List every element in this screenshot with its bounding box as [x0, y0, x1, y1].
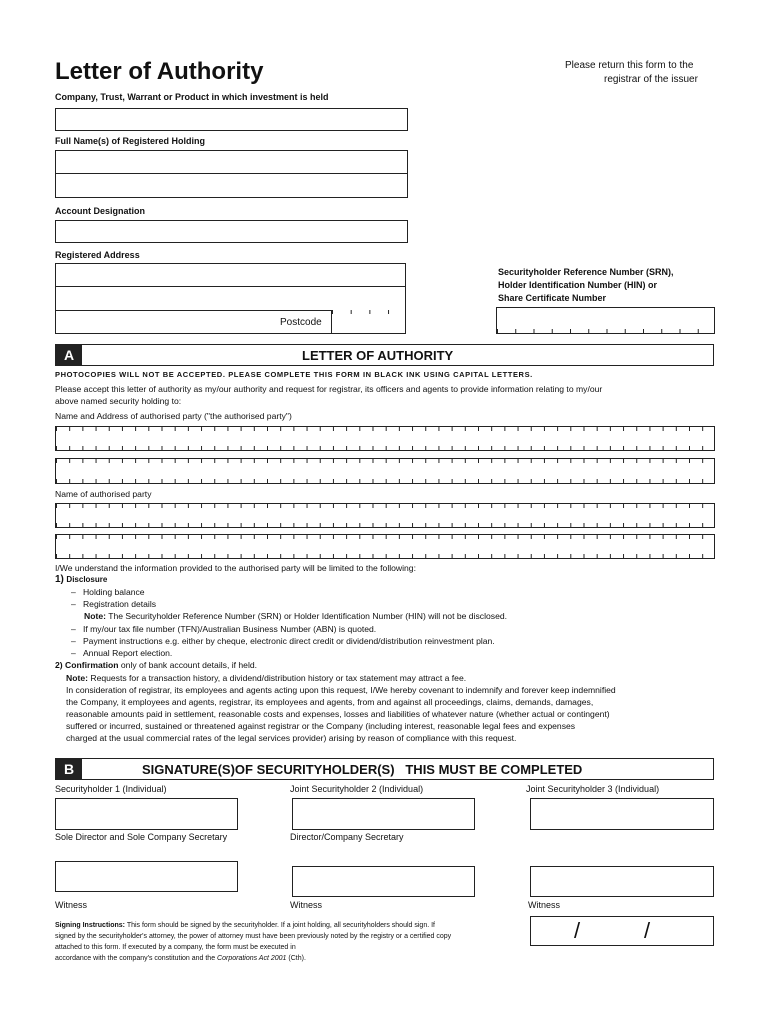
witness-label-2: Witness — [290, 900, 323, 910]
signature-box-2[interactable] — [292, 798, 475, 830]
confirmation-heading: 2) Confirmation only of bank account details, if held. — [55, 660, 258, 670]
witness-label-3: Witness — [528, 900, 561, 910]
postcode-field[interactable] — [331, 310, 406, 334]
address-field-2[interactable] — [55, 286, 406, 311]
list-item: – Annual Report election. — [71, 648, 173, 658]
registered-address-label: Registered Address — [55, 250, 140, 260]
signatory-3-label: Joint Securityholder 3 (Individual) — [526, 784, 660, 794]
section-b-header — [55, 758, 714, 780]
party-address-field-1[interactable] — [55, 426, 715, 451]
company-label: Company, Trust, Warrant or Product in which investment is held — [55, 92, 329, 102]
note-disclosure: Note: The Securityholder Reference Number (SRN) or Holder Identification Number (HIN) will not be disclosed. — [84, 611, 508, 621]
indemnity-line: the Company, it employees and agents, registrar, its employees and agents, from and against all proceedings, claims, demands, damages, — [66, 697, 594, 707]
section-a-letter: A — [56, 345, 82, 365]
role-1-label: Sole Director and Sole Company Secretary — [55, 832, 228, 842]
list-item: – Payment instructions e.g. either by cheque, electronic direct credit or dividend/distribution reinvestment plan. — [71, 636, 495, 646]
signature-box-5[interactable] — [292, 866, 475, 897]
signature-box-6[interactable] — [530, 866, 714, 897]
company-field[interactable] — [55, 108, 408, 131]
witness-label-1: Witness — [55, 900, 88, 910]
return-instruction-line1: Please return this form to the — [565, 60, 694, 71]
section-a-title: LETTER OF AUTHORITY — [302, 348, 454, 363]
note-confirmation: Note: Requests for a transaction history, a dividend/distribution history or tax statement may attract a fee. — [66, 673, 467, 683]
account-designation-label: Account Designation — [55, 206, 146, 216]
full-name-label: Full Name(s) of Registered Holding — [55, 136, 206, 146]
section-a-header — [55, 344, 714, 366]
list-item: – Holding balance — [71, 587, 145, 597]
srn-label-line1: Securityholder Reference Number (SRN), — [498, 267, 674, 277]
account-designation-field[interactable] — [55, 220, 408, 243]
signature-box-3[interactable] — [530, 798, 714, 830]
authority-intro-line1: Please accept this letter of authority as my/our authority and request for registrar, its officers and agents to provide information relating to my/our — [55, 384, 603, 394]
section-b-letter: B — [56, 759, 82, 779]
party-name-label: Name of authorised party — [55, 489, 152, 499]
role-2-label: Director/Company Secretary — [290, 832, 404, 842]
indemnity-line: suffered or incurred, sustained or threatened against registrar or the Company (including interest, reasonable legal fees and expenses — [66, 721, 576, 731]
party-name-field-2[interactable] — [55, 534, 715, 559]
indemnity-line: charged at the usual commercial rates of the legal services provider) arising by reason of compliance with this request. — [66, 733, 517, 743]
photocopy-notice: PHOTOCOPIES WILL NOT BE ACCEPTED. PLEASE COMPLETE THIS FORM IN BLACK INK USING CAPITAL LETTERS. — [55, 370, 533, 379]
party-name-field-1[interactable] — [55, 503, 715, 528]
date-slash-1: / — [574, 918, 581, 943]
srn-label-line3: Share Certificate Number — [498, 293, 607, 303]
srn-field[interactable] — [496, 307, 715, 334]
full-name-field-2[interactable] — [55, 173, 408, 198]
list-item: – Registration details — [71, 599, 157, 609]
date-slash-2: / — [644, 918, 651, 943]
disclosure-title: Disclosure — [66, 575, 108, 584]
signing-instructions: Signing Instructions: This form should be signed by the securityholder. If a joint holding, all securityholders should sign. If signed by the securityholder's attorney, the power of attorney must have been previously noted by the registry or a certified copy attached to this form. If executed by a company, the form must be executed in accordance with the company's constitution and the Corporations Act 2001 (Cth). — [55, 922, 452, 962]
signatory-2-label: Joint Securityholder 2 (Individual) — [290, 784, 424, 794]
postcode-label: Postcode — [280, 317, 322, 328]
party-address-field-2[interactable] — [55, 458, 715, 484]
full-name-field-1[interactable] — [55, 150, 408, 174]
date-field[interactable] — [530, 916, 714, 946]
indemnity-line: reasonable amounts paid in settlement, reasonable costs and expenses, losses and liabilities of whatever nature (whether actual or contingent) — [66, 709, 610, 719]
address-field-1[interactable] — [55, 263, 406, 287]
disclosure-heading — [55, 574, 107, 585]
disclosure-number: 1) — [55, 574, 64, 585]
signatory-1-label: Securityholder 1 (Individual) — [55, 784, 167, 794]
party-address-label: Name and Address of authorised party ("the authorised party") — [55, 411, 292, 421]
signature-box-4[interactable] — [55, 861, 238, 892]
signature-box-1[interactable] — [55, 798, 238, 830]
indemnity-line: In consideration of registrar, its employees and agents acting upon this request, I/We hereby covenant to indemnify and forever keep indemnified — [66, 685, 616, 695]
page-title: Letter of Authority — [55, 58, 264, 85]
list-item: – If my/our tax file number (TFN)/Australian Business Number (ABN) is quoted. — [71, 624, 377, 634]
srn-label-line2: Holder Identification Number (HIN) or — [498, 280, 658, 290]
authority-intro-line2: above named security holding to: — [55, 396, 182, 406]
understand-statement: I/We understand the information provided to the authorised party will be limited to the following: — [55, 563, 416, 573]
return-instruction-line2: registrar of the issuer — [604, 74, 698, 85]
section-b-title: SIGNATURE(S)OF SECURITYHOLDER(S) THIS MUST BE COMPLETED — [142, 762, 583, 777]
